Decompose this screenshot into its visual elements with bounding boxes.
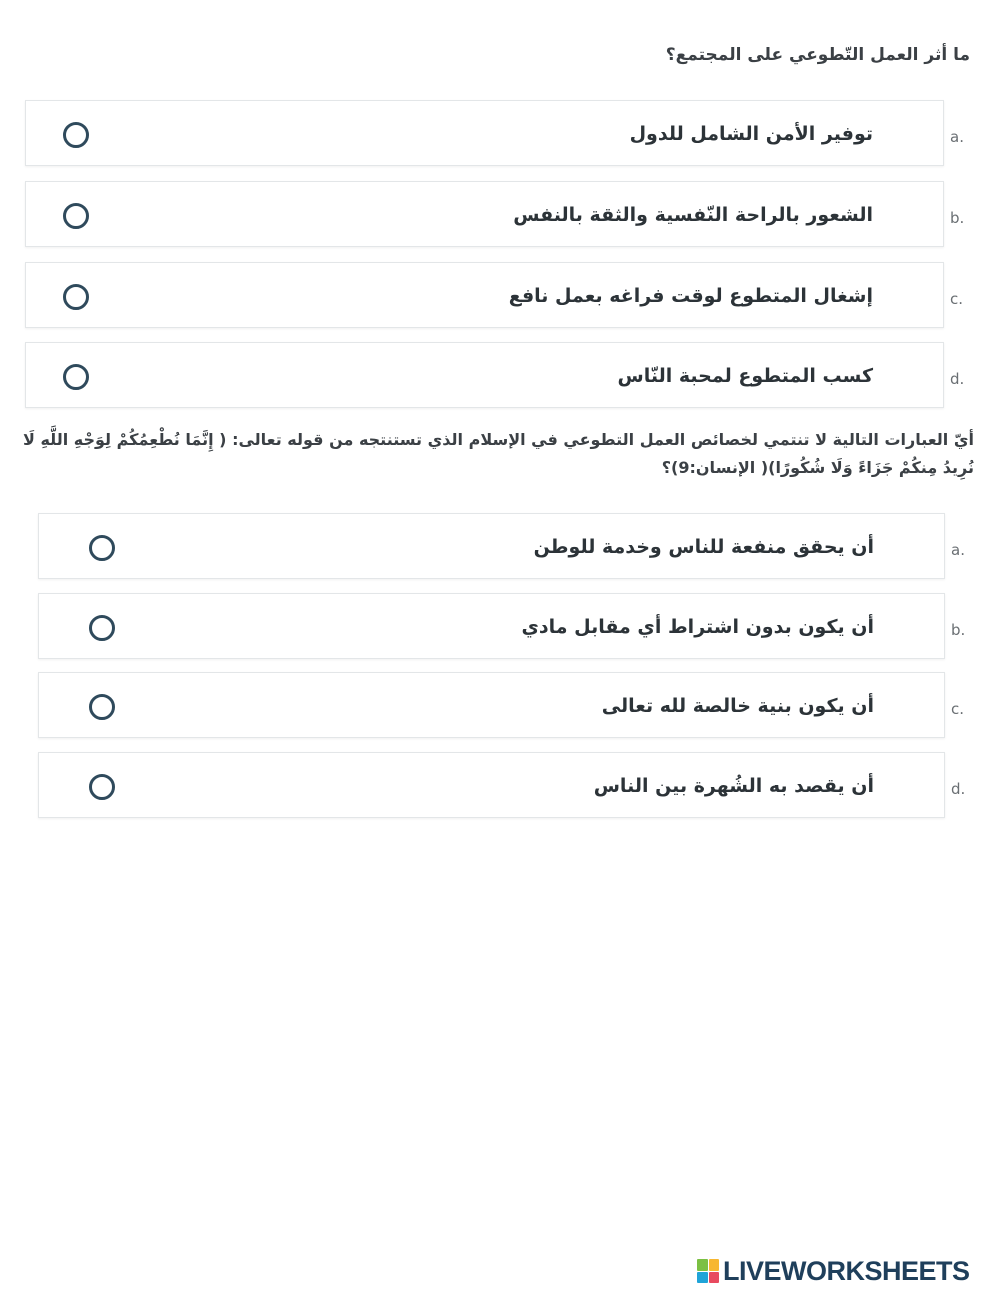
option-letter: c. [951,700,965,718]
logo-mark-icon [697,1259,719,1283]
option-text: أن يقصد به الشُهرة بين الناس [593,775,874,797]
option-box[interactable] [38,513,945,579]
logo-mark-e [709,1272,720,1284]
question-2-text: أيّ العبارات التالية لا تنتمي لخصائص العمل التطوعي في الإسلام الذي تستنتجه من قوله تعالى: ( إِنَّمَا نُطْعِمُكُمْ لِوَجْهِ اللَّهِ لَا نُرِيدُ مِنكُمْ جَزَاءً وَلَا شُكُورًا)( الإنسان:9)؟ [22,430,974,477]
option-text: أن يكون بدون اشتراط أي مقابل مادي [521,616,874,638]
question-2-option-a[interactable] [0,513,1000,581]
option-letter: a. [951,541,965,559]
option-box[interactable] [25,100,944,166]
logo-mark-l [697,1259,708,1271]
option-box[interactable] [38,672,945,738]
option-text: أن يحقق منفعة للناس وخدمة للوطن [533,536,874,558]
radio-circle-icon[interactable] [89,615,115,641]
option-letter: d. [950,370,965,388]
option-box[interactable] [25,181,944,247]
question-1-option-b[interactable] [0,181,1000,249]
question-1-option-d[interactable] [0,342,1000,410]
option-text: أن يكون بنية خالصة لله تعالى [601,695,874,717]
option-text: كسب المتطوع لمحبة النّاس [617,365,873,387]
question-2-option-b[interactable] [0,593,1000,661]
option-letter: a. [950,128,964,146]
option-box[interactable] [38,752,945,818]
radio-circle-icon[interactable] [63,284,89,310]
liveworksheets-logo [697,1258,970,1284]
question-1-option-a[interactable] [0,100,1000,168]
logo-mark-i [709,1259,720,1271]
option-box[interactable] [25,262,944,328]
option-text: إشغال المتطوع لوقت فراغه بعمل نافع [508,285,873,307]
option-box[interactable] [25,342,944,408]
radio-circle-icon[interactable] [63,203,89,229]
question-1-text: ما أثر العمل التّطوعي على المجتمع؟ [665,45,970,65]
option-letter: d. [951,780,966,798]
logo-mark-v [697,1272,708,1284]
option-letter: b. [951,621,966,639]
option-letter: b. [950,209,965,227]
radio-circle-icon[interactable] [63,122,89,148]
radio-circle-icon[interactable] [63,364,89,390]
question-1-option-c[interactable] [0,262,1000,330]
option-text: الشعور بالراحة النّفسية والثقة بالنفس [513,204,873,226]
logo-text: LIVEWORKSHEETS [723,1256,970,1286]
option-box[interactable] [38,593,945,659]
option-text: توفير الأمن الشامل للدول [629,123,873,145]
radio-circle-icon[interactable] [89,774,115,800]
question-2-option-d[interactable] [0,752,1000,820]
question-2-option-c[interactable] [0,672,1000,740]
radio-circle-icon[interactable] [89,694,115,720]
radio-circle-icon[interactable] [89,535,115,561]
option-letter: c. [950,290,964,308]
